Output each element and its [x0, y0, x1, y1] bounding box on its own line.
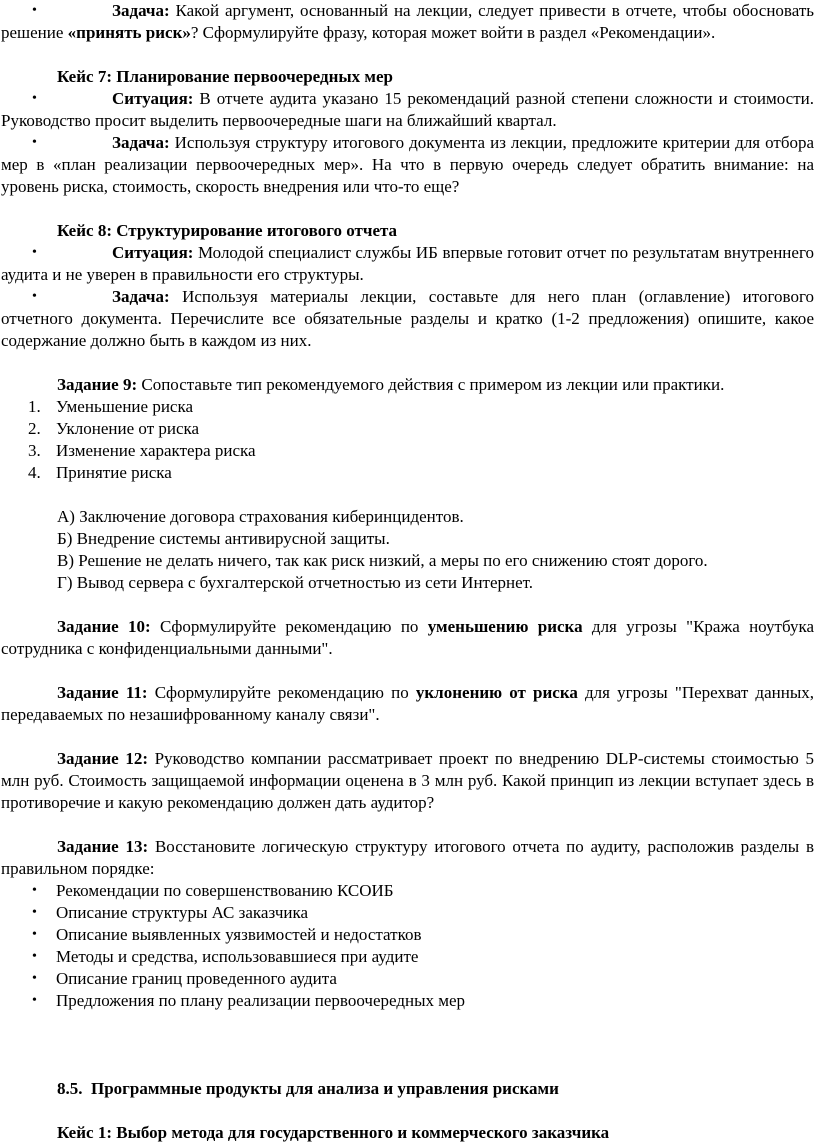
list-item: • Описание выявленных уязвимостей и недостатков: [1, 924, 814, 946]
text: Используя материалы лекции, составьте для него план (оглавление) итогового отчетного документа. Перечислите все обязательные разделы и кратко (1-2 предложения) опишите, какое содержание должно быть в каждом из них.: [1, 287, 814, 350]
option-item: В) Решение не делать ничего, так как риск низкий, а меры по его снижению стоят дорого.: [57, 551, 708, 570]
label: Задание 10:: [57, 617, 151, 636]
task10-paragraph: [1, 616, 814, 660]
case8-task: [1, 286, 814, 352]
emphasis: уклонению от риска: [415, 683, 578, 702]
task9-paragraph: [1, 374, 814, 396]
text: Уклонение от риска: [56, 419, 200, 438]
task13-paragraph: [1, 836, 814, 880]
text: Сформулируйте рекомендацию по: [160, 617, 428, 636]
text: Сформулируйте рекомендацию по: [154, 683, 416, 702]
list-number: 3.: [28, 441, 41, 460]
list-item: • Описание структуры АС заказчика: [1, 902, 814, 924]
text: Руководство компании рассматривает проект по внедрению DLP-системы стоимостью 5 млн руб. Стоимость защищаемой информации оценена в 3 млн руб. Какой принцип из лекции вступает здесь в противоречие и какую рекомендацию должен дать аудитор?: [1, 749, 814, 812]
case7-heading: Кейс 7: Планирование первоочередных мер: [57, 67, 393, 86]
list-item: [1, 462, 814, 484]
case7-task: [1, 132, 814, 198]
text: Восстановите логическую структуру итогового отчета по аудиту, расположив разделы в правильном порядке:: [1, 837, 814, 878]
label: Задание 11:: [57, 683, 148, 702]
label: Задание 12:: [57, 749, 148, 768]
task11-paragraph: [1, 682, 814, 726]
label: Задание 13:: [57, 837, 149, 856]
case8-heading: Кейс 8: Структурирование итогового отчета: [57, 221, 398, 240]
list-item: • Описание границ проведенного аудита: [1, 968, 814, 990]
text: Используя структуру итогового документа из лекции, предложите критерии для отбора мер в «план реализации первоочередных мер». На что в первую очередь следует обратить внимание: на уровень риска, стоимость, скорость внедрения или что-то еще?: [1, 133, 815, 196]
label: Задание 9:: [57, 375, 138, 394]
label: Задача:: [112, 1, 170, 20]
list-item: [1, 418, 814, 440]
text: ? Сформулируйте фразу, которая может войти в раздел «Рекомендации».: [190, 23, 716, 42]
text: Уменьшение риска: [56, 397, 194, 416]
text: В отчете аудита указано 15 рекомендаций разной степени сложности и стоимости. Руководство просит выделить первоочередные шаги на ближайший квартал.: [1, 89, 814, 130]
text: для угрозы "Перехват данных, передаваемых по незашифрованному каналу связи".: [1, 683, 814, 724]
label: Задача:: [112, 133, 170, 152]
case8-situation: [1, 242, 814, 286]
option-item: Г) Вывод сервера с бухгалтерской отчетностью из сети Интернет.: [57, 573, 534, 592]
option-item: А) Заключение договора страхования киберинцидентов.: [57, 507, 464, 526]
label: Задача:: [112, 287, 170, 306]
section-heading: 8.5. Программные продукты для анализа и управления рисками: [57, 1079, 559, 1098]
case1-heading: Кейс 1: Выбор метода для государственного и коммерческого заказчика: [57, 1123, 610, 1142]
task12-paragraph: [1, 748, 814, 814]
text: Принятие риска: [56, 463, 172, 482]
text: Какой аргумент, основанный на лекции, следует привести в отчете, чтобы обосновать решение: [1, 1, 815, 42]
text: Сопоставьте тип рекомендуемого действия с примером из лекции или практики.: [141, 375, 725, 394]
list-number: 1.: [28, 397, 41, 416]
list-item: • Рекомендации по совершенствованию КСОИБ: [1, 880, 814, 902]
list-number: 4.: [28, 463, 41, 482]
emphasis: «принять риск»: [67, 23, 191, 42]
text: Изменение характера риска: [56, 441, 256, 460]
list-item: [1, 440, 814, 462]
label: Ситуация:: [112, 89, 194, 108]
list-item: • Методы и средства, использовавшиеся при аудите: [1, 946, 814, 968]
case7-situation: [1, 88, 814, 132]
emphasis: уменьшению риска: [427, 617, 583, 636]
list-item: [1, 396, 814, 418]
label: Ситуация:: [112, 243, 194, 262]
task6-paragraph: [1, 0, 814, 44]
list-item: • Предложения по плану реализации первоочередных мер: [1, 990, 814, 1012]
option-item: Б) Внедрение системы антивирусной защиты.: [57, 529, 390, 548]
text: для угрозы "Кража ноутбука сотрудника с конфиденциальными данными".: [1, 617, 815, 658]
list-number: 2.: [28, 419, 41, 438]
text: Молодой специалист службы ИБ впервые готовит отчет по результатам внутреннего аудита и не уверен в правильности его структуры.: [1, 243, 814, 284]
